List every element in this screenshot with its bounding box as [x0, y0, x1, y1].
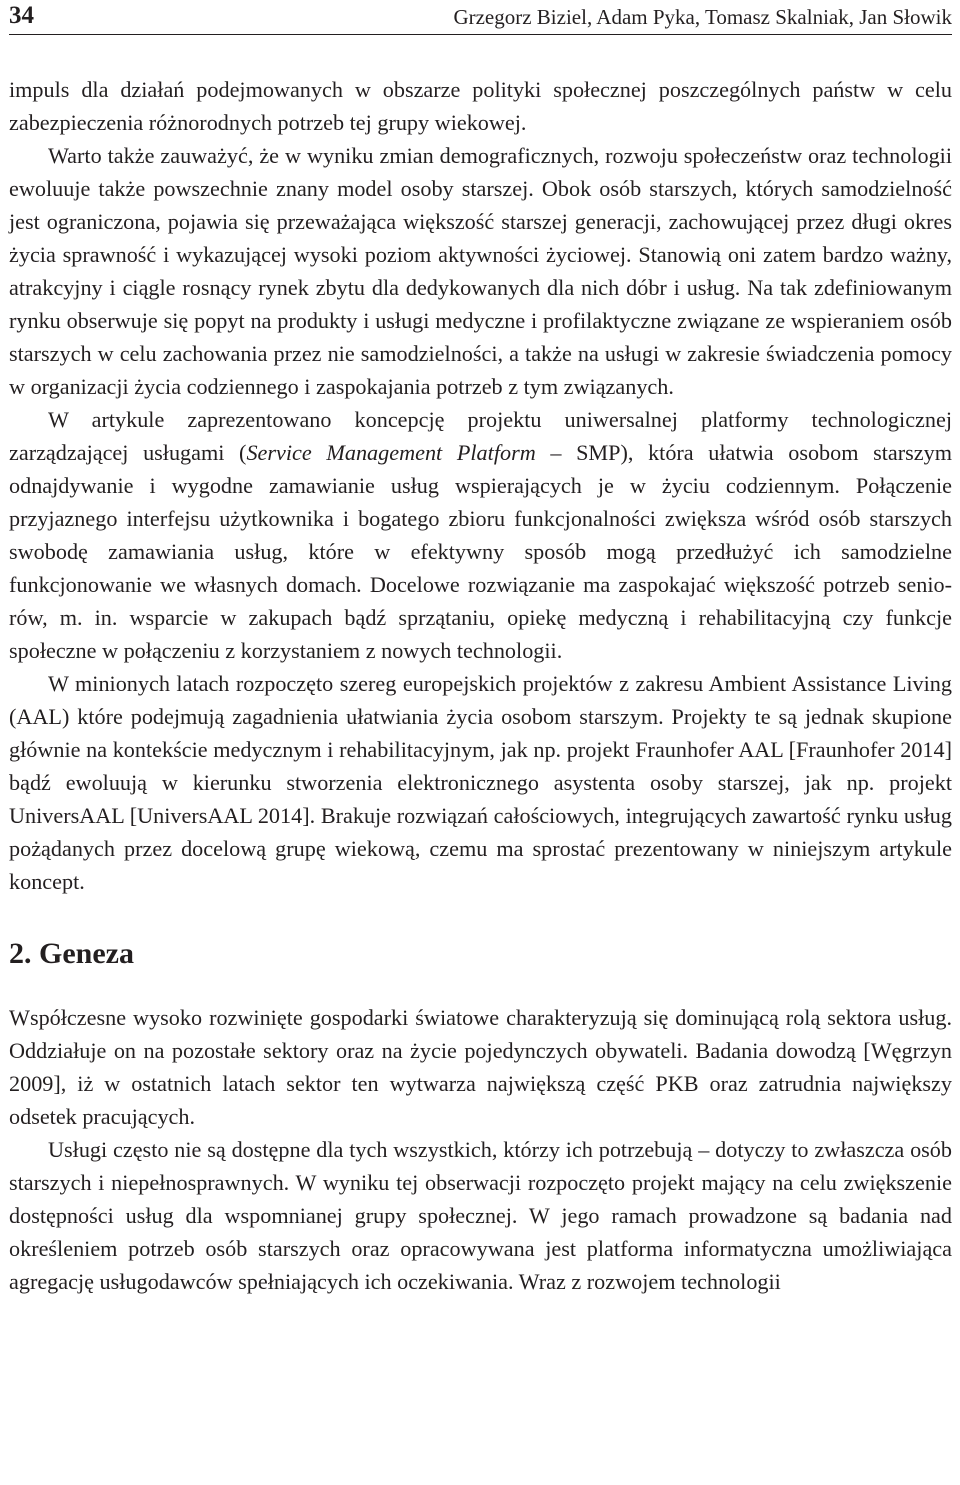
paragraph-smp-text-end: – SMP), która ułatwia osobom starszym odnajdywanie i wygodne zamawianie usług wspierających je w życiu codziennym. Połączenie przyjaznego interfejsu użytkownika i bogatego zbioru funkcjonalności zwiększa wśród osób starszych swobodę zamawiania usług, które w efektywny sposób mogą przedłużyć ich samodzielne funkcjonowanie we własnych domach. Docelowe rozwiązanie ma zaspokajać większość potrzeb seniorów, m. in. wsparcie w zakupach bądź sprzątaniu, opiekę medyczną i rehabilitacyjną czy funkcje społeczne w połączeniu z korzystaniem z nowych technologii.: [9, 440, 952, 663]
paragraph-services-access: Usługi często nie są dostępne dla tych wszystkich, którzy ich potrzebują – dotyczy to zwłaszcza osób starszych i niepełnosprawnych. W wyniku tej obserwacji rozpoczęto projekt mający na celu zwiększenie dostępności usług dla wspomnianej grupy społecznej. W jego ramach prowadzone są badania nad określeniem potrzeb osób starszych oraz opracowywana jest platforma informatyczna umożliwiająca agregację usługodawców spełniających ich oczekiwania. Wraz z rozwojem technologii: [9, 1137, 952, 1294]
running-header: [9, 0, 952, 35]
body-text: [9, 73, 952, 898]
paragraph-smp-concept: [9, 403, 952, 667]
paragraph-aal-projects: W minionych latach rozpoczęto szereg europejskich projektów z zakresu Ambient Assistance Living (AAL) które podejmują zagadnienia ułatwiania życia osobom starszym. Projekty te są jednak skupione głównie na kontekście medycznym i rehabilitacyjnym, jak np. projekt Fraunhofer AAL [Fraunhofer 2014] bądź ewoluują w kierunku stworzenia elektronicznego asystenta osoby starszej, jak np. projekt UniversAAL [UniversAAL 2014]. Brakuje rozwiązań całościowych, integrujących zawartość rynku usług pożądanych przez docelową grupę wiekową, czemu ma sprostać prezentowany w niniejszym artykule koncept.: [9, 671, 952, 894]
section-body-text: [9, 1001, 952, 1298]
page-number: 34: [9, 2, 34, 29]
paragraph-services-sector: Współczesne wysoko rozwinięte gospodarki światowe charakteryzują się dominującą rolą sektora usług. Oddziałuje on na pozostałe sektory oraz na życie pojedynczych obywateli. Badania dowodzą [Węgrzyn 2009], iż w ostatnich latach sektor ten wytwarza największą część PKB oraz zatrudnia największy odsetek pracujących.: [9, 1005, 952, 1129]
section-heading: 2. Geneza: [9, 937, 134, 970]
smp-term-italic: Service Management Platform: [246, 440, 536, 465]
header-authors: Grzegorz Biziel, Adam Pyka, Tomasz Skalniak, Jan Słowik: [453, 5, 952, 29]
paragraph-continuation: impuls dla działań podejmowanych w obszarze polityki społecznej poszczególnych państw w celu zabezpieczenia różnorodnych potrzeb tej grupy wiekowej.: [9, 77, 952, 135]
paragraph-demographics: Warto także zauważyć, że w wyniku zmian demograficznych, rozwoju społeczeństw oraz technologii ewoluuje także powszechnie znany model osoby starszej. Obok osób starszych, których samodzielność jest ograniczona, pojawia się przeważająca większość starszej generacji, zachowującej przez długi okres życia sprawność i wykazującej wysoki poziom aktywności życiowej. Stanowią oni zatem bardzo ważny, atrakcyjny i ciągle rosnący rynek zbytu dla dedykowanych dla nich dóbr i usług. Na tak zdefiniowanym rynku obserwuje się popyt na produkty i usługi medyczne i profilaktyczne związane ze wspieraniem osób starszych w celu zachowania przez nie samodzielności, a także na usługi w zakresie świadczenia pomocy w organizacji życia codziennego i zaspokajania potrzeb z tym związanych.: [9, 143, 952, 399]
paragraph-smp-text-start: W artykule zaprezentowano koncepcję projektu uniwersalnej platformy technologicznej zarządzającej usługami (: [9, 407, 952, 465]
